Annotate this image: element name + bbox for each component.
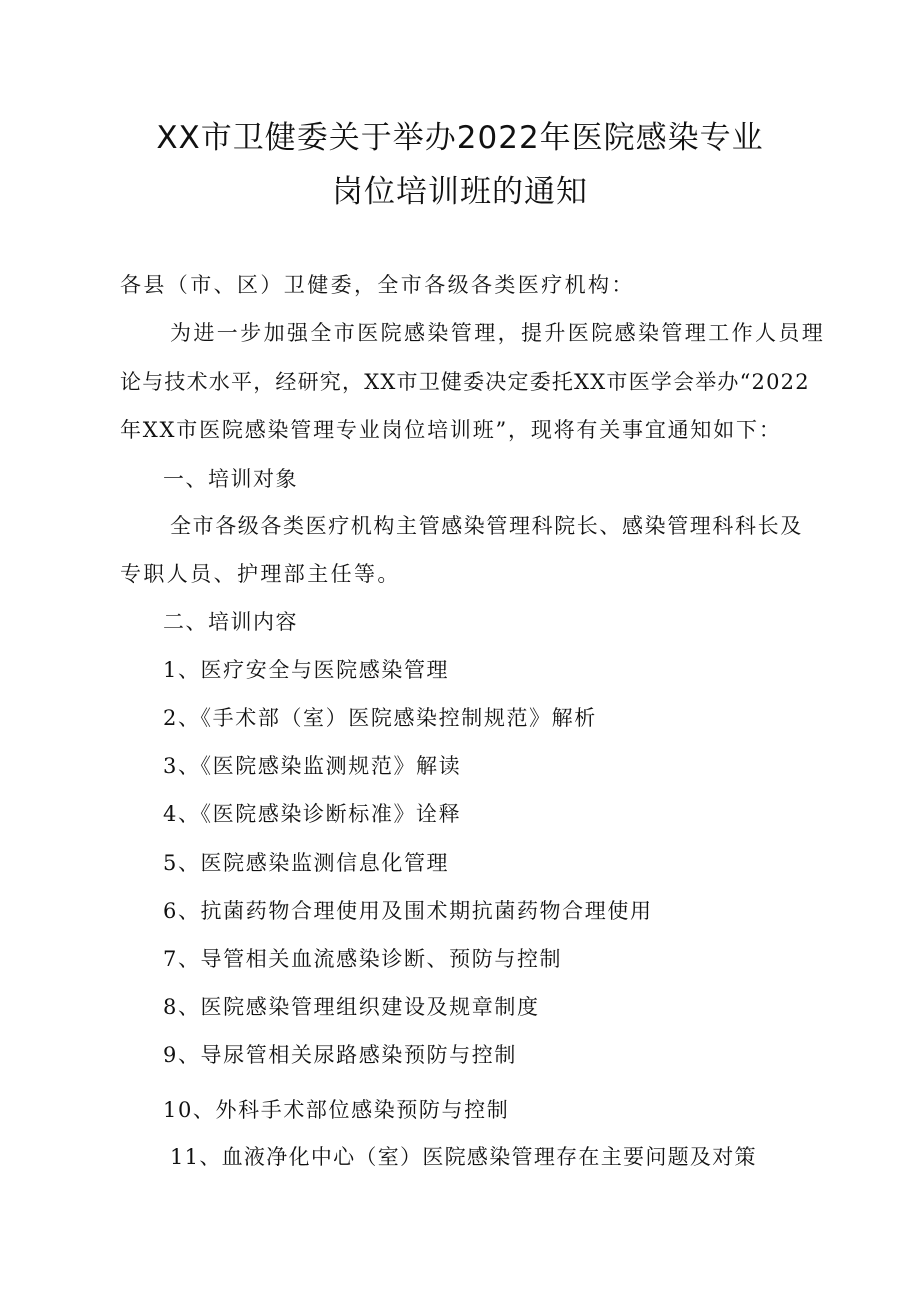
intro-paragraph-line-2: 论与技术水平，经研究，XX市卫健委决定委托XX市医学会举办“2022 [120, 370, 810, 394]
content-list-item: 9、导尿管相关尿路感染预防与控制 [163, 1043, 517, 1067]
content-list-item: 5、医院感染监测信息化管理 [163, 851, 450, 875]
intro-paragraph-line-3: 年XX市医院感染管理专业岗位培训班”，现将有关事宜通知如下： [120, 418, 782, 442]
section-heading-training-target: 一、培训对象 [163, 467, 298, 491]
section-heading-training-content: 二、培训内容 [163, 610, 298, 634]
salutation: 各县（市、区）卫健委，全市各级各类医疗机构： [120, 273, 635, 297]
content-list-item: 2、《手术部（室）医院感染控制规范》解析 [163, 706, 597, 730]
document-title-line-1: XX市卫健委关于举办2022年医院感染专业 [156, 120, 764, 156]
content-list-item: 7、导管相关血流感染诊断、预防与控制 [163, 947, 563, 971]
training-target-line-2: 专职人员、护理部主任等。 [120, 562, 401, 586]
content-list-item: 11、血液净化中心（室）医院感染管理存在主要问题及对策 [170, 1145, 757, 1169]
content-list-item: 3、《医院感染监测规范》解读 [163, 754, 462, 778]
content-list-item: 4、《医院感染诊断标准》诠释 [163, 802, 462, 826]
content-list-item: 10、外科手术部位感染预防与控制 [163, 1098, 510, 1122]
document-title-line-2: 岗位培训班的通知 [332, 174, 588, 210]
content-list-item: 8、医院感染管理组织建设及规章制度 [163, 995, 540, 1019]
intro-paragraph-line-1: 为进一步加强全市医院感染管理，提升医院感染管理工作人员理 [170, 321, 826, 345]
content-list-item: 6、抗菌药物合理使用及围术期抗菌药物合理使用 [163, 899, 653, 923]
content-list-item: 1、医疗安全与医院感染管理 [163, 658, 450, 682]
training-target-line-1: 全市各级各类医疗机构主管感染管理科院长、感染管理科科长及 [170, 514, 803, 538]
